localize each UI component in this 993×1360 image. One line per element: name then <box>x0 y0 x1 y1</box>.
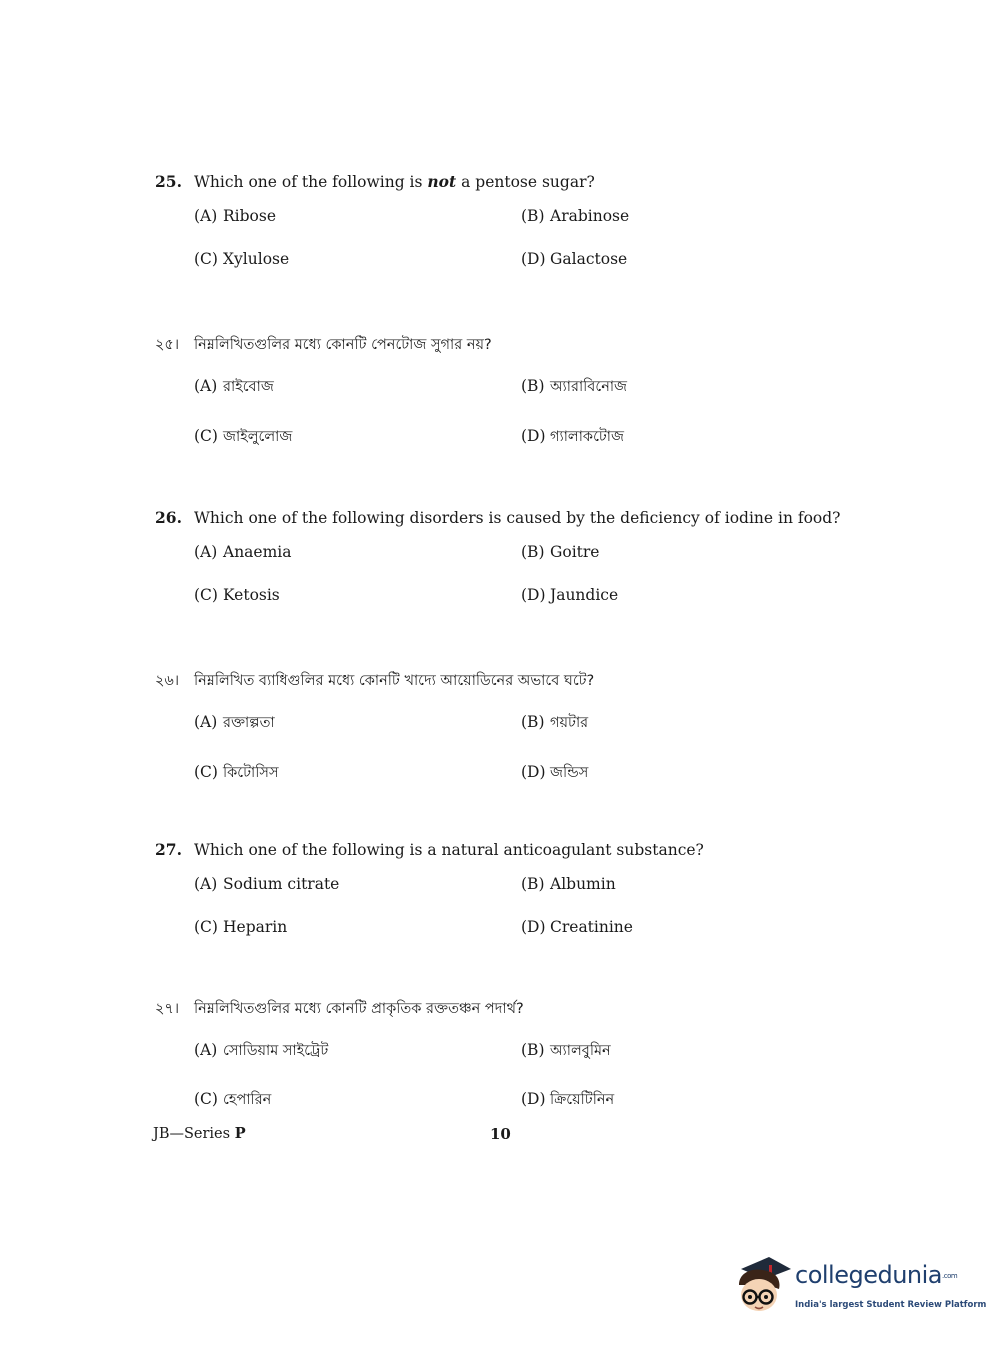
option-d <box>521 762 588 786</box>
option-text: গ্যালাকটোজ <box>550 429 624 445</box>
option-text: Ribose <box>223 207 277 225</box>
option-text: Creatinine <box>550 918 633 936</box>
logo-tagline: India's largest Student Review Platform <box>795 1300 987 1310</box>
page-number: 10 <box>490 1125 511 1143</box>
option-a <box>194 875 339 893</box>
option-text: Arabinose <box>550 207 630 225</box>
option-label: (A) <box>194 377 218 395</box>
option-label: (A) <box>194 207 218 225</box>
option-text: Heparin <box>223 918 288 936</box>
option-text: গয়টার <box>550 715 589 731</box>
option-text: রক্তাল্পতা <box>223 715 275 731</box>
option-label: (B) <box>521 543 545 561</box>
option-label: (B) <box>521 875 545 893</box>
option-text: অ্যালবুমিন <box>550 1043 611 1059</box>
question-number: 26. <box>155 508 182 527</box>
question-number: 25. <box>155 172 182 191</box>
logo-suffix: .com <box>942 1272 958 1280</box>
option-b <box>521 376 627 400</box>
question-number: ২৫। <box>155 337 180 353</box>
option-d <box>521 586 618 604</box>
option-label: (C) <box>194 1090 218 1108</box>
option-label: (B) <box>521 377 545 395</box>
option-a <box>194 207 276 225</box>
option-text: জাইলুলোজ <box>223 429 293 445</box>
option-text: Albumin <box>550 875 616 893</box>
question-number: ২৬। <box>155 673 180 689</box>
option-text: কিটোসিস <box>223 765 279 781</box>
option-b <box>521 543 599 561</box>
option-text: Jaundice <box>550 586 619 604</box>
option-b <box>521 712 588 736</box>
option-b <box>521 1040 611 1064</box>
option-label: (A) <box>194 543 218 561</box>
option-d <box>521 426 624 450</box>
option-a <box>194 543 292 561</box>
option-label: (C) <box>194 763 218 781</box>
logo-wordmark <box>795 1261 957 1289</box>
stem-text: Which one of the following disorders is caused by the deficiency of iodine in food? <box>194 509 841 527</box>
option-label: (D) <box>521 918 546 936</box>
series-prefix: JB—Series <box>153 1126 235 1142</box>
option-c <box>194 426 292 450</box>
option-c <box>194 586 280 604</box>
option-a <box>194 712 275 736</box>
option-text: Galactose <box>550 250 628 268</box>
option-text: Ketosis <box>223 586 280 604</box>
option-label: (C) <box>194 250 218 268</box>
option-label: (A) <box>194 1041 218 1059</box>
option-c <box>194 918 287 936</box>
student-mascot-icon <box>733 1255 795 1327</box>
option-text: হেপারিন <box>223 1092 272 1108</box>
option-text: Sodium citrate <box>223 875 340 893</box>
question-number: 27. <box>155 840 182 859</box>
series-label <box>153 1125 246 1142</box>
option-label: (C) <box>194 427 218 445</box>
option-label: (B) <box>521 713 545 731</box>
option-b <box>521 207 629 225</box>
collegedunia-logo <box>733 1255 987 1327</box>
option-d <box>521 1089 614 1113</box>
option-label: (A) <box>194 875 218 893</box>
option-c <box>194 762 279 786</box>
stem-text: নিম্নলিখিত ব্যাধিগুলির মধ্যে কোনটি খাদ্যে আয়োডিনের অভাবে ঘটে? <box>194 673 595 689</box>
question-stem <box>155 508 841 527</box>
option-text: Goitre <box>550 543 600 561</box>
stem-text: Which one of the following is <box>194 173 428 191</box>
option-label: (D) <box>521 427 546 445</box>
option-a <box>194 1040 328 1064</box>
question-stem <box>155 172 595 191</box>
option-text: Xylulose <box>223 250 290 268</box>
logo-name: collegedunia <box>795 1261 943 1289</box>
option-d <box>521 918 633 936</box>
option-text: সোডিয়াম সাইট্রেট <box>223 1043 329 1059</box>
option-c <box>194 250 289 268</box>
option-d <box>521 250 627 268</box>
stem-text: a pentose sugar? <box>456 173 595 191</box>
option-text: অ্যারাবিনোজ <box>550 379 628 395</box>
stem-text: নিম্নলিখিতগুলির মধ্যে কোনটি পেনটোজ সুগার নয়? <box>194 337 492 353</box>
option-text: Anaemia <box>223 543 292 561</box>
option-label: (B) <box>521 207 545 225</box>
question-stem <box>155 840 704 859</box>
option-text: জন্ডিস <box>550 765 589 781</box>
stem-text: নিম্নলিখিতগুলির মধ্যে কোনটি প্রাকৃতিক রক্ততঞ্চন পদার্থ? <box>194 1001 524 1017</box>
option-label: (D) <box>521 586 546 604</box>
option-label: (A) <box>194 713 218 731</box>
series-code: P <box>234 1125 246 1142</box>
option-label: (C) <box>194 918 218 936</box>
stem-emphasis: not <box>427 172 457 191</box>
option-label: (D) <box>521 763 546 781</box>
option-label: (B) <box>521 1041 545 1059</box>
question-number: ২৭। <box>155 1001 180 1017</box>
option-b <box>521 875 616 893</box>
option-c <box>194 1089 271 1113</box>
option-label: (D) <box>521 1090 546 1108</box>
question-stem <box>155 334 492 358</box>
option-label: (D) <box>521 250 546 268</box>
option-label: (C) <box>194 586 218 604</box>
question-stem <box>155 670 594 694</box>
option-text: ক্রিয়েটিনিন <box>550 1092 615 1108</box>
stem-text: Which one of the following is a natural anticoagulant substance? <box>194 841 704 859</box>
question-stem <box>155 998 524 1022</box>
option-a <box>194 376 274 400</box>
option-text: রাইবোজ <box>223 379 274 395</box>
